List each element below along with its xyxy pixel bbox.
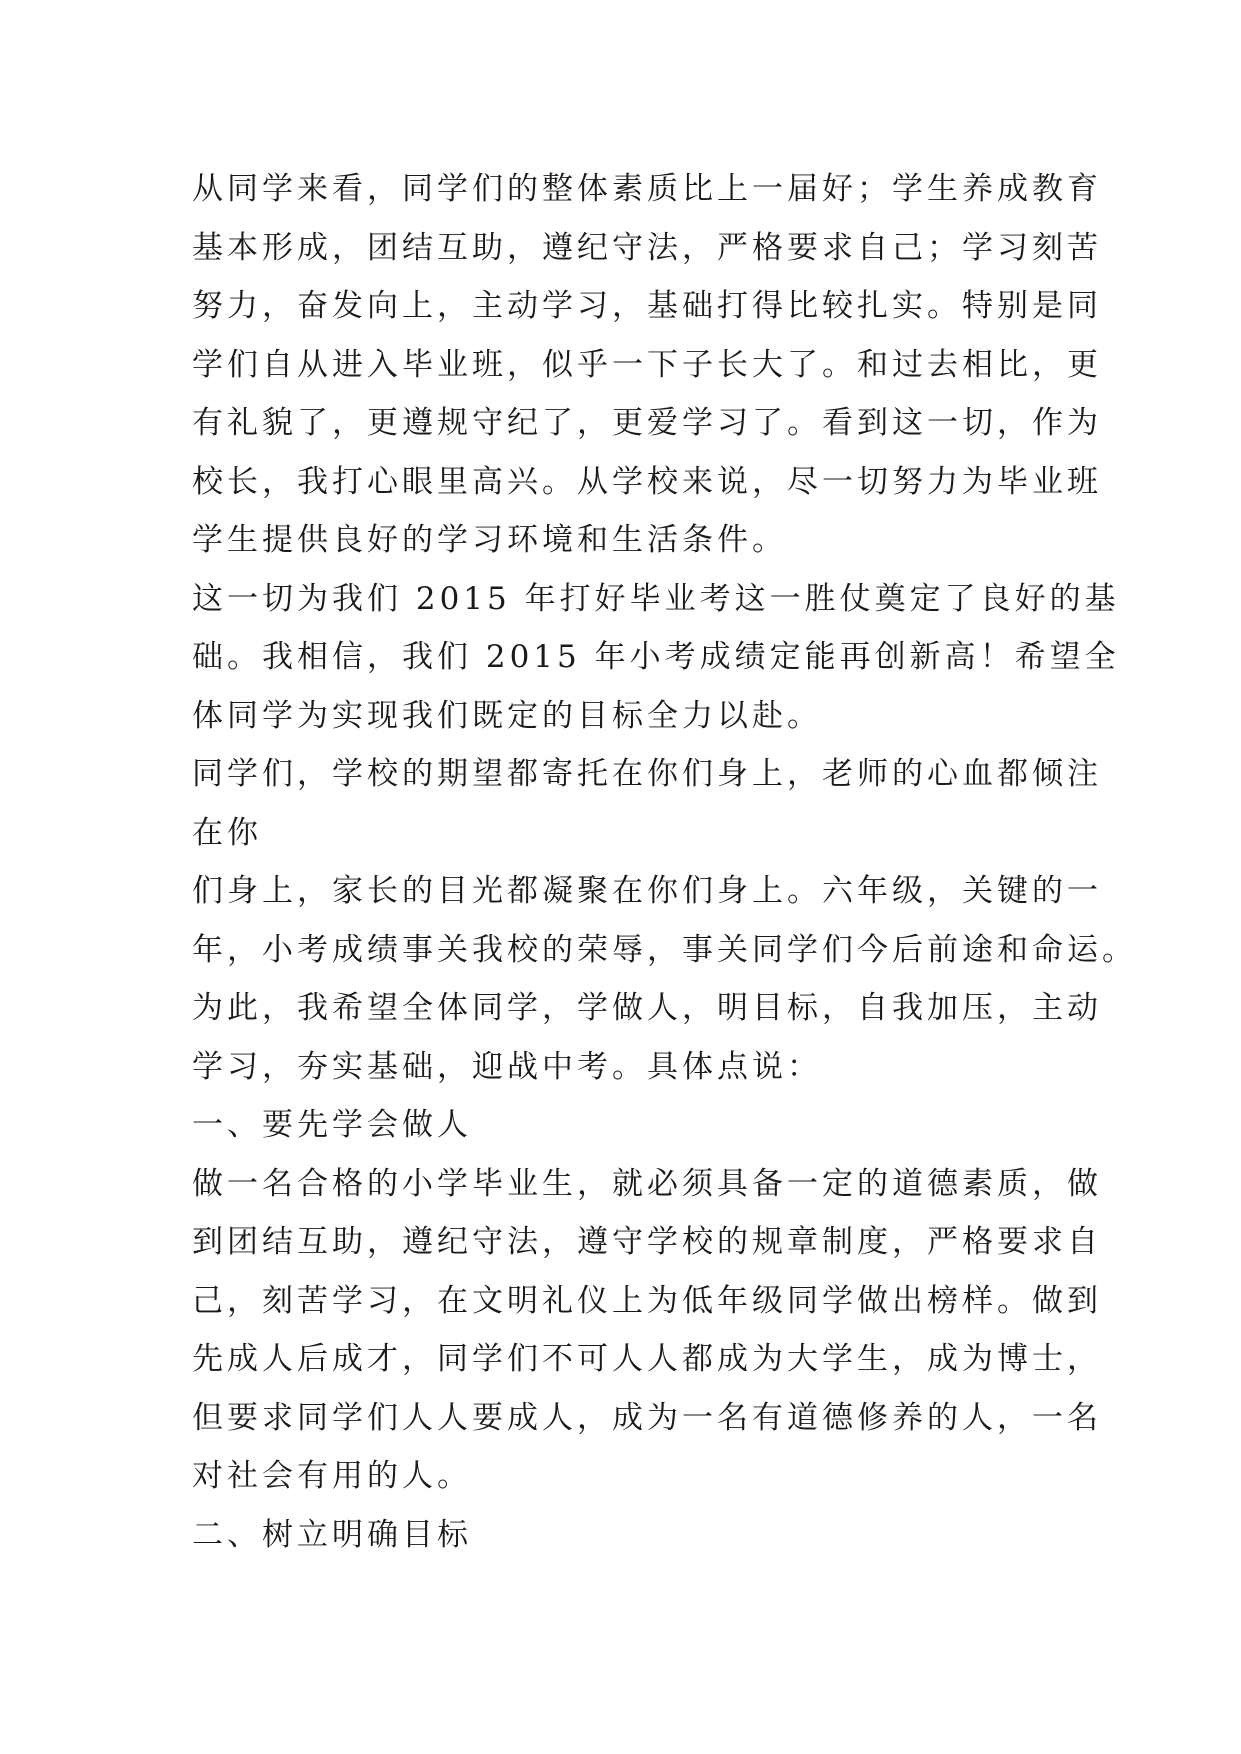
- text-line: 为此，我希望全体同学，学做人，明目标，自我加压，主动: [192, 990, 1102, 1026]
- text-line: 年，小考成绩事关我校的荣辱，事关同学们今后前途和命运。: [192, 931, 1137, 968]
- text-line: 校长，我打心眼里高兴。从学校来说，尽一切努力为毕业班: [192, 463, 1102, 500]
- text-line: 有礼貌了，更遵规守纪了，更爱学习了。看到这一切，作为: [192, 405, 1102, 441]
- text-line: 学生提供良好的学习环境和生活条件。: [192, 522, 787, 558]
- document-body: [192, 160, 1137, 1564]
- text-line: 础。我相信，我们 2015 年小考成绩定能再创新高！希望全: [192, 639, 1120, 675]
- text-line: 做一名合格的小学毕业生，就必须具备一定的道德素质，做: [192, 1165, 1102, 1202]
- text-line: 先成人后成才，同学们不可人人都成为大学生，成为博士，: [192, 1341, 1102, 1377]
- text-line: 基本形成，团结互助，遵纪守法，严格要求自己；学习刻苦: [192, 229, 1102, 266]
- text-line: 学习，夯实基础，迎战中考。具体点说：: [192, 1048, 822, 1085]
- section-heading: 二、树立明确目标: [192, 1516, 472, 1553]
- text-line: 到团结互助，遵纪守法，遵守学校的规章制度，严格要求自: [192, 1224, 1102, 1260]
- text-line: 从同学来看，同学们的整体素质比上一届好；学生养成教育: [192, 171, 1102, 207]
- text-line: 体同学为实现我们既定的目标全力以赴。: [192, 697, 822, 734]
- text-line: 在你: [192, 814, 262, 851]
- section-heading: 一、要先学会做人: [192, 1107, 472, 1143]
- text-line: 学们自从进入毕业班，似乎一下子长大了。和过去相比，更: [192, 346, 1102, 383]
- text-line: 努力，奋发向上，主动学习，基础打得比较扎实。特别是同: [192, 288, 1102, 324]
- text-line: 们身上，家长的目光都凝聚在你们身上。六年级，关键的一: [192, 873, 1102, 909]
- text-line: 对社会有用的人。: [192, 1458, 472, 1494]
- text-line: 这一切为我们 2015 年打好毕业考这一胜仗奠定了良好的基: [192, 580, 1120, 617]
- text-line: 但要求同学们人人要成人，成为一名有道德修养的人，一名: [192, 1399, 1102, 1436]
- text-line: 同学们，学校的期望都寄托在你们身上，老师的心血都倾注: [192, 756, 1102, 792]
- text-line: 己，刻苦学习，在文明礼仪上为低年级同学做出榜样。做到: [192, 1282, 1102, 1319]
